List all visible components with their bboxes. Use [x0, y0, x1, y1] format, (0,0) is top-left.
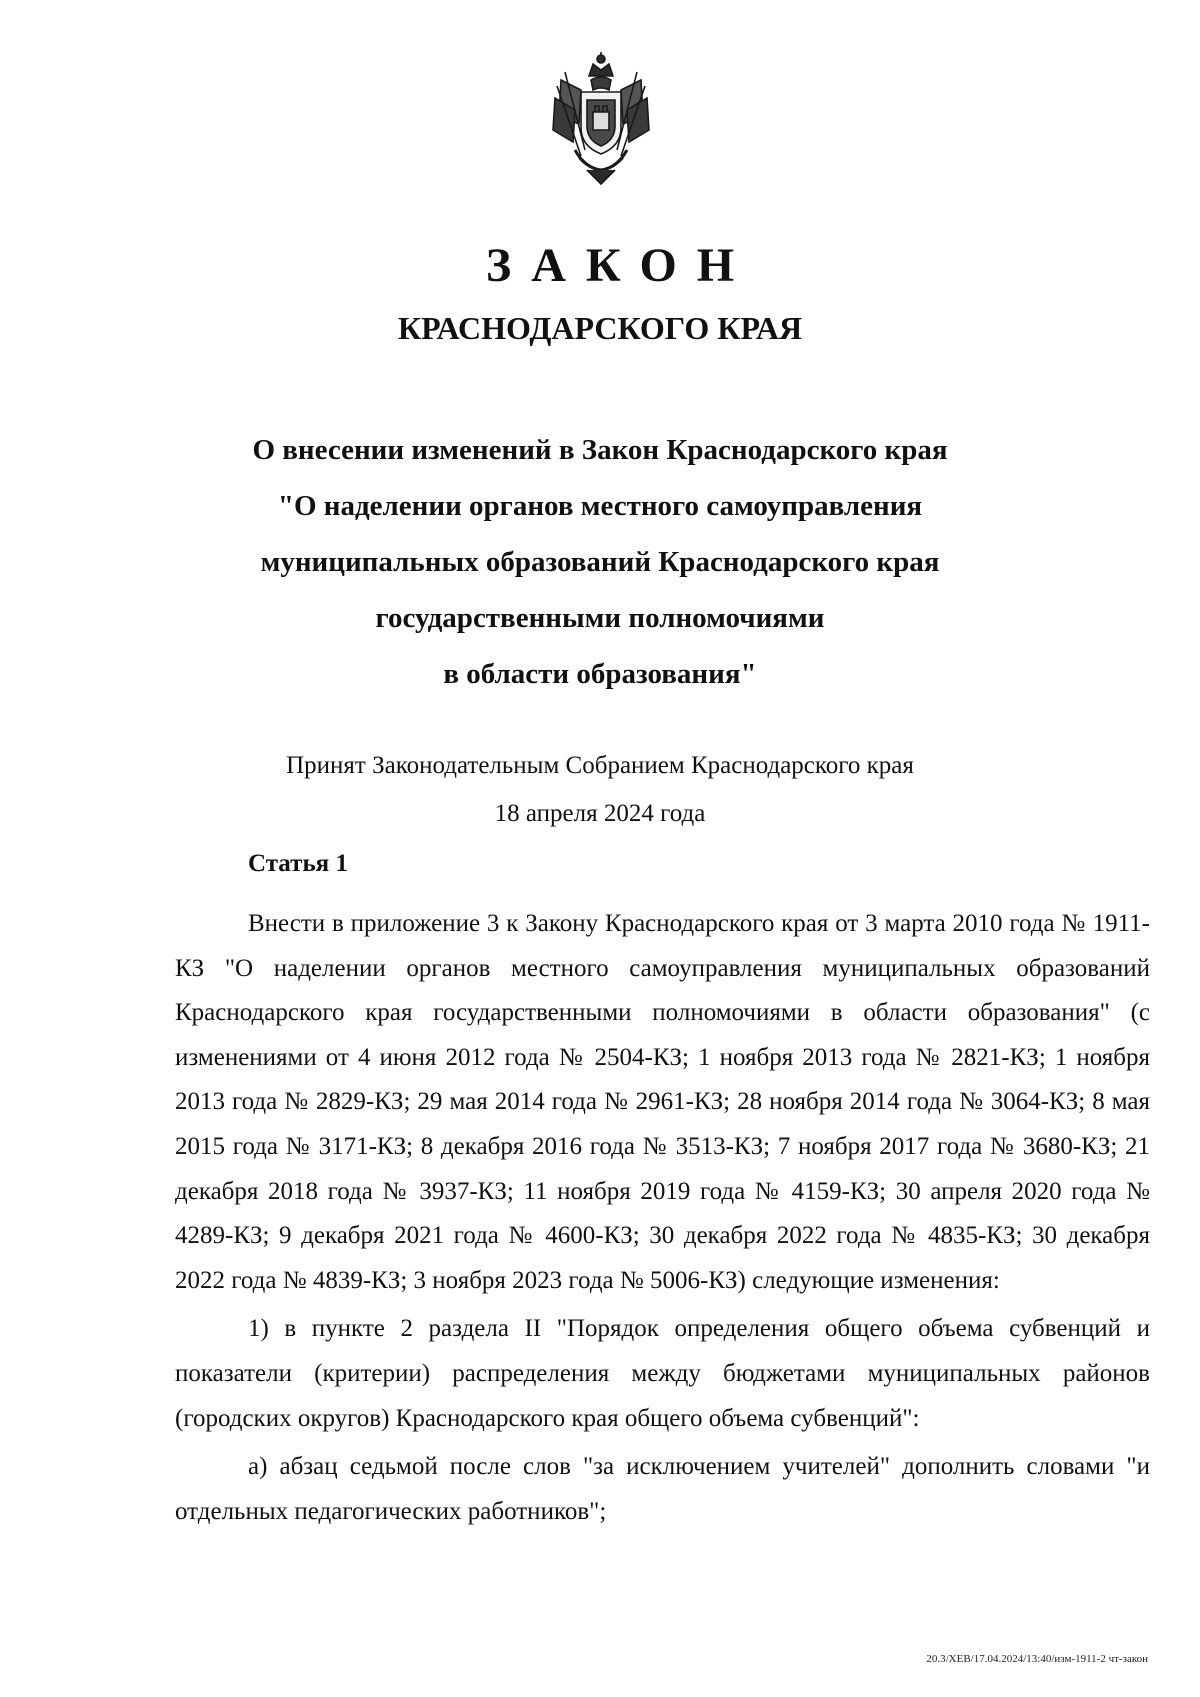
- article-heading: Статья 1: [248, 850, 348, 877]
- law-region-heading: КРАСНОДАРСКОГО КРАЯ: [397, 310, 803, 346]
- article-paragraph: а) абзац седьмой после слов "за исключением учителей" дополнить словами "и отдельных педагогических работников";: [175, 1453, 1150, 1525]
- adoption-date: 18 апреля 2024 года: [494, 800, 706, 827]
- law-title-line: в области образования": [443, 658, 757, 690]
- coat-of-arms-icon: [545, 50, 657, 188]
- law-title-line: государственными полномочиями: [375, 602, 825, 634]
- law-heading: ЗАКОН: [485, 239, 755, 292]
- law-title-line: О внесении изменений в Закон Краснодарского края: [252, 434, 948, 466]
- article-body: [175, 902, 1150, 1534]
- document-reference-code: 20.3/ХЕВ/17.04.2024/13:40/изм-1911-2 чт-закон: [926, 1653, 1148, 1665]
- law-title-line: муниципальных образований Краснодарского края: [260, 546, 940, 578]
- article-paragraph: 1) в пункте 2 раздела II "Порядок определения общего объема субвенций и показатели (критерии) распределения между бюджетами муниципальных районов (городских округов) Краснодарского края общего объема субвенций":: [175, 1315, 1150, 1432]
- adoption-body: Принят Законодательным Собранием Краснодарского края: [286, 752, 914, 779]
- law-title: [0, 422, 1200, 702]
- adoption-statement: [0, 742, 1200, 838]
- law-title-line: "О наделении органов местного самоуправления: [277, 490, 923, 522]
- article-paragraph: Внести в приложение 3 к Закону Краснодарского края от 3 марта 2010 года № 1911-КЗ "О наделении органов местного самоуправления муниципальных образований Краснодарского края государственными полномочиями в области образования" (с изменениями от 4 июня 2012 года № 2504-КЗ; 1 ноября 2013 года № 2821-КЗ; 1 ноября 2013 года № 2829-КЗ; 29 мая 2014 года № 2961-КЗ; 28 ноября 2014 года № 3064-КЗ; 8 мая 2015 года № 3171-КЗ; 8 декабря 2016 года № 3513-КЗ; 7 ноября 2017 года № 3680-КЗ; 21 декабря 2018 года № 3937-КЗ; 11 ноября 2019 года № 4159-КЗ; 30 апреля 2020 года № 4289-КЗ; 9 декабря 2021 года № 4600-КЗ; 30 декабря 2022 года № 4835-КЗ; 30 декабря 2022 года № 4839-КЗ; 3 ноября 2023 года № 5006-КЗ) следующие изменения:: [175, 910, 1150, 1294]
